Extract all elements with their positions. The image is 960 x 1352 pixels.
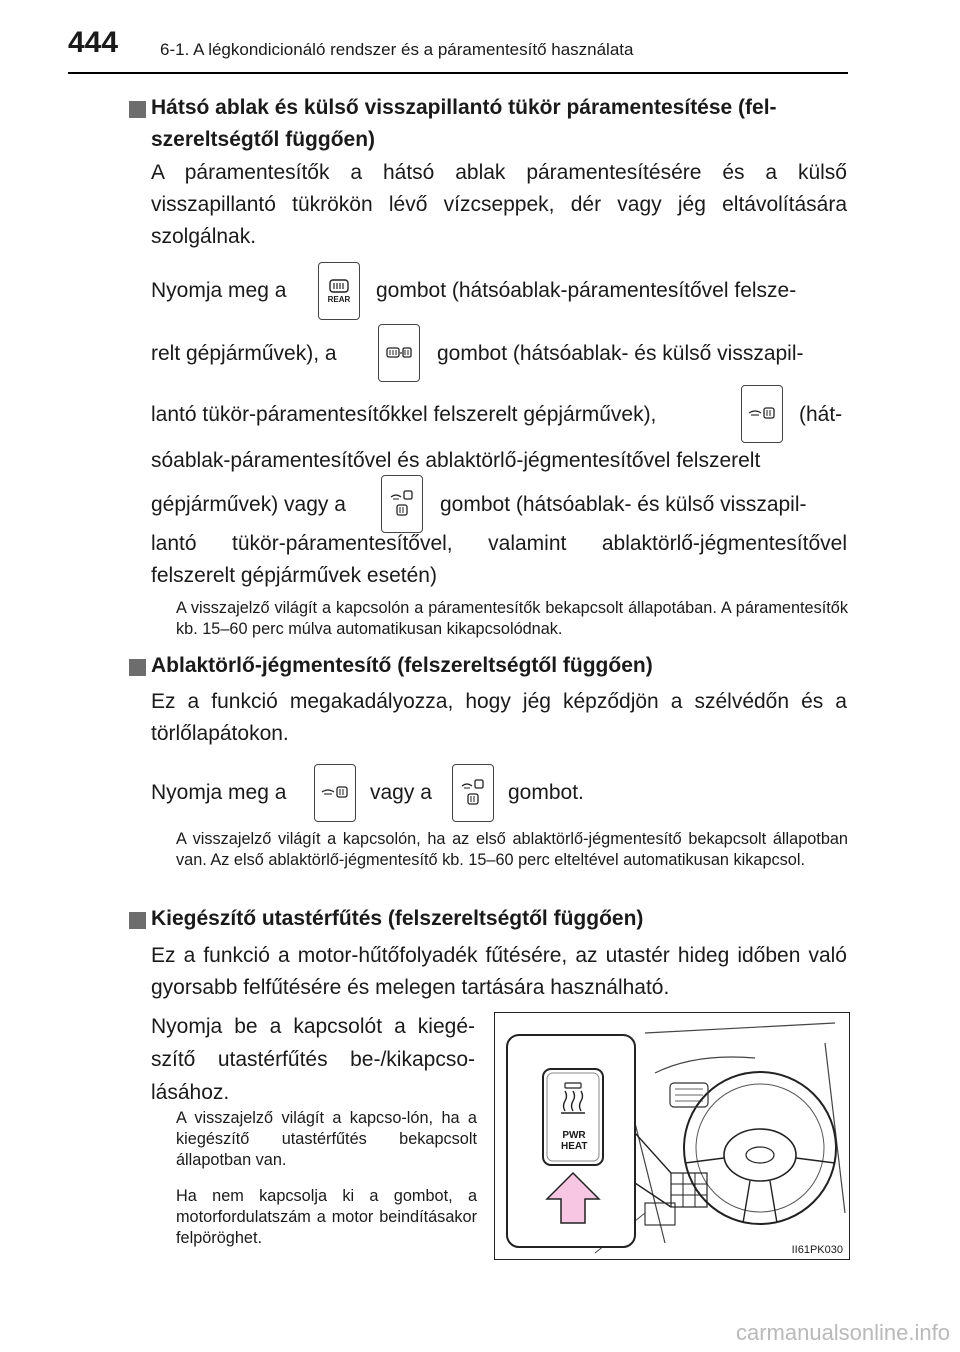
rear-window-defogger-icon: [328, 279, 350, 293]
instruction-line: [151, 390, 731, 440]
section-bullet-square: [129, 659, 146, 676]
instruction-line: [151, 329, 337, 379]
text-fragment: (hát-: [799, 403, 843, 426]
instruction-line-cont: [437, 329, 848, 379]
header-divider: [68, 72, 848, 74]
heading-line: szereltségtől függően): [151, 128, 376, 151]
rear-mirror-wiper-defogger-icon: [460, 777, 486, 809]
rear-defogger-button-icon: [318, 262, 360, 320]
note-power-heater-engine: Ha nem kapcsolja ki a gombot, a motorfordulatszám a motor beindításakor felpöröghet.: [176, 1187, 477, 1247]
watermark: carmanualsonline.info: [735, 1320, 950, 1345]
note-wiper-deicer-indicator: A visszajelző világít a kapcsolón, ha az első ablaktörlő-jégmentesítő bekapcsolt állapotban van. Az első ablaktörlő-jégmentesítő kb. 15–60 perc elteltével automatikusan kikapcsol.: [176, 830, 848, 869]
paragraph-defogger-cont: lantó tükör-páramentesítővel, valamint ablaktörlő-jégmentesítővel felszerelt gépjárművek esetén): [151, 532, 847, 587]
text-fragment: sóablak-páramentesítővel és ablaktörlő-jégmentesítővel felszerelt: [151, 449, 761, 472]
wiper-deicer-button-icon: [741, 385, 783, 443]
instruction-line: [151, 436, 847, 486]
instruction-line-cont: [370, 768, 432, 818]
dashboard-illustration: [495, 1013, 850, 1260]
rear-label: REAR: [327, 294, 351, 304]
wiper-deicer-button-icon-b: [452, 764, 494, 822]
chapter-title: 6-1. A légkondicionáló rendszer és a páramentesítő használata: [160, 40, 634, 59]
section-bullet-square: [129, 101, 146, 118]
section-bullet-square: [129, 912, 146, 929]
instruction-line-cont: [440, 480, 848, 530]
windshield-wiper-deicer-icon: [320, 785, 350, 801]
instruction-line: [151, 768, 286, 818]
instruction-line-cont: [799, 390, 842, 440]
text-fragment: gombot (hátsóablak- és külső visszapil-: [440, 493, 807, 516]
wiper-deicer-button-icon-a: [314, 764, 356, 822]
combined-defogger-button-icon: [381, 475, 423, 533]
windshield-wiper-deicer-icon: [747, 406, 777, 422]
page-number: 444: [68, 26, 119, 59]
paragraph-power-heater-instruction: Nyomja be a kapcsolót a kiegé-szítő utastérfűtés be-/kikapcso-lásához.: [151, 1015, 475, 1104]
heading-line: Hátsó ablak és külső visszapillantó tükör páramentesítése (fel-: [151, 96, 777, 119]
instruction-line: [151, 480, 346, 530]
section-heading-wiper-deicer: Ablaktörlő-jégmentesítő (felszereltségtől függően): [151, 654, 653, 677]
note-defogger-indicator: A visszajelző világít a kapcsolón a páramentesítők bekapcsolt állapotában. A páramentesítők kb. 15–60 perc múlva automatikusan kikapcsolódnak.: [176, 599, 848, 638]
instruction-line: [151, 266, 286, 316]
switch-label: [561, 1130, 587, 1152]
text-fragment: lantó tükör-páramentesítőkkel felszerelt gépjárművek),: [151, 403, 657, 426]
text-fragment: vagy a: [370, 781, 432, 804]
text-fragment: gombot (hátsóablak-páramentesítővel felsze-: [376, 279, 797, 302]
paragraph-wiper-deicer-intro: Ez a funkció megakadályozza, hogy jég képződjön a szélvédőn és a törlőlapátokon.: [151, 690, 847, 745]
rear-and-mirror-defogger-icon: [385, 345, 413, 361]
instruction-line-cont: [508, 768, 584, 818]
rear-mirror-defogger-button-icon: [378, 324, 420, 382]
note-power-heater-indicator: A visszajelző világít a kapcso-lón, ha a kiegészítő utastérfűtés bekapcsolt állapotban van.: [176, 1109, 477, 1169]
figure-code: II61PK030: [791, 1244, 843, 1256]
power-heater-switch-illustration: [494, 1012, 850, 1260]
text-fragment: gépjárművek) vagy a: [151, 493, 346, 516]
switch-label-line: HEAT: [561, 1141, 588, 1152]
text-fragment: relt gépjárművek), a: [151, 342, 337, 365]
section-heading-rear-defogger: [151, 92, 851, 156]
section-heading-power-heater: Kiegészítő utastérfűtés (felszereltségtől függően): [151, 907, 644, 930]
switch-label-line: PWR: [562, 1130, 586, 1141]
rear-mirror-wiper-defogger-icon: [389, 488, 415, 520]
text-fragment: gombot (hátsóablak- és külső visszapil-: [437, 342, 804, 365]
paragraph-power-heater-intro: Ez a funkció a motor-hűtőfolyadék fűtésére, az utastér hideg időben való gyorsabb felfűtésére és melegen tartására használható.: [151, 944, 847, 999]
text-fragment: gombot.: [508, 781, 584, 804]
text-fragment: Nyomja meg a: [151, 781, 287, 804]
paragraph-defogger-intro: A páramentesítők a hátsó ablak páramentesítésére és a külső visszapillantó tükrökön lévő vízcseppek, dér vagy jég eltávolítására szolgálnak.: [151, 161, 847, 248]
text-fragment: Nyomja meg a: [151, 279, 287, 302]
instruction-line-cont: [376, 266, 848, 316]
